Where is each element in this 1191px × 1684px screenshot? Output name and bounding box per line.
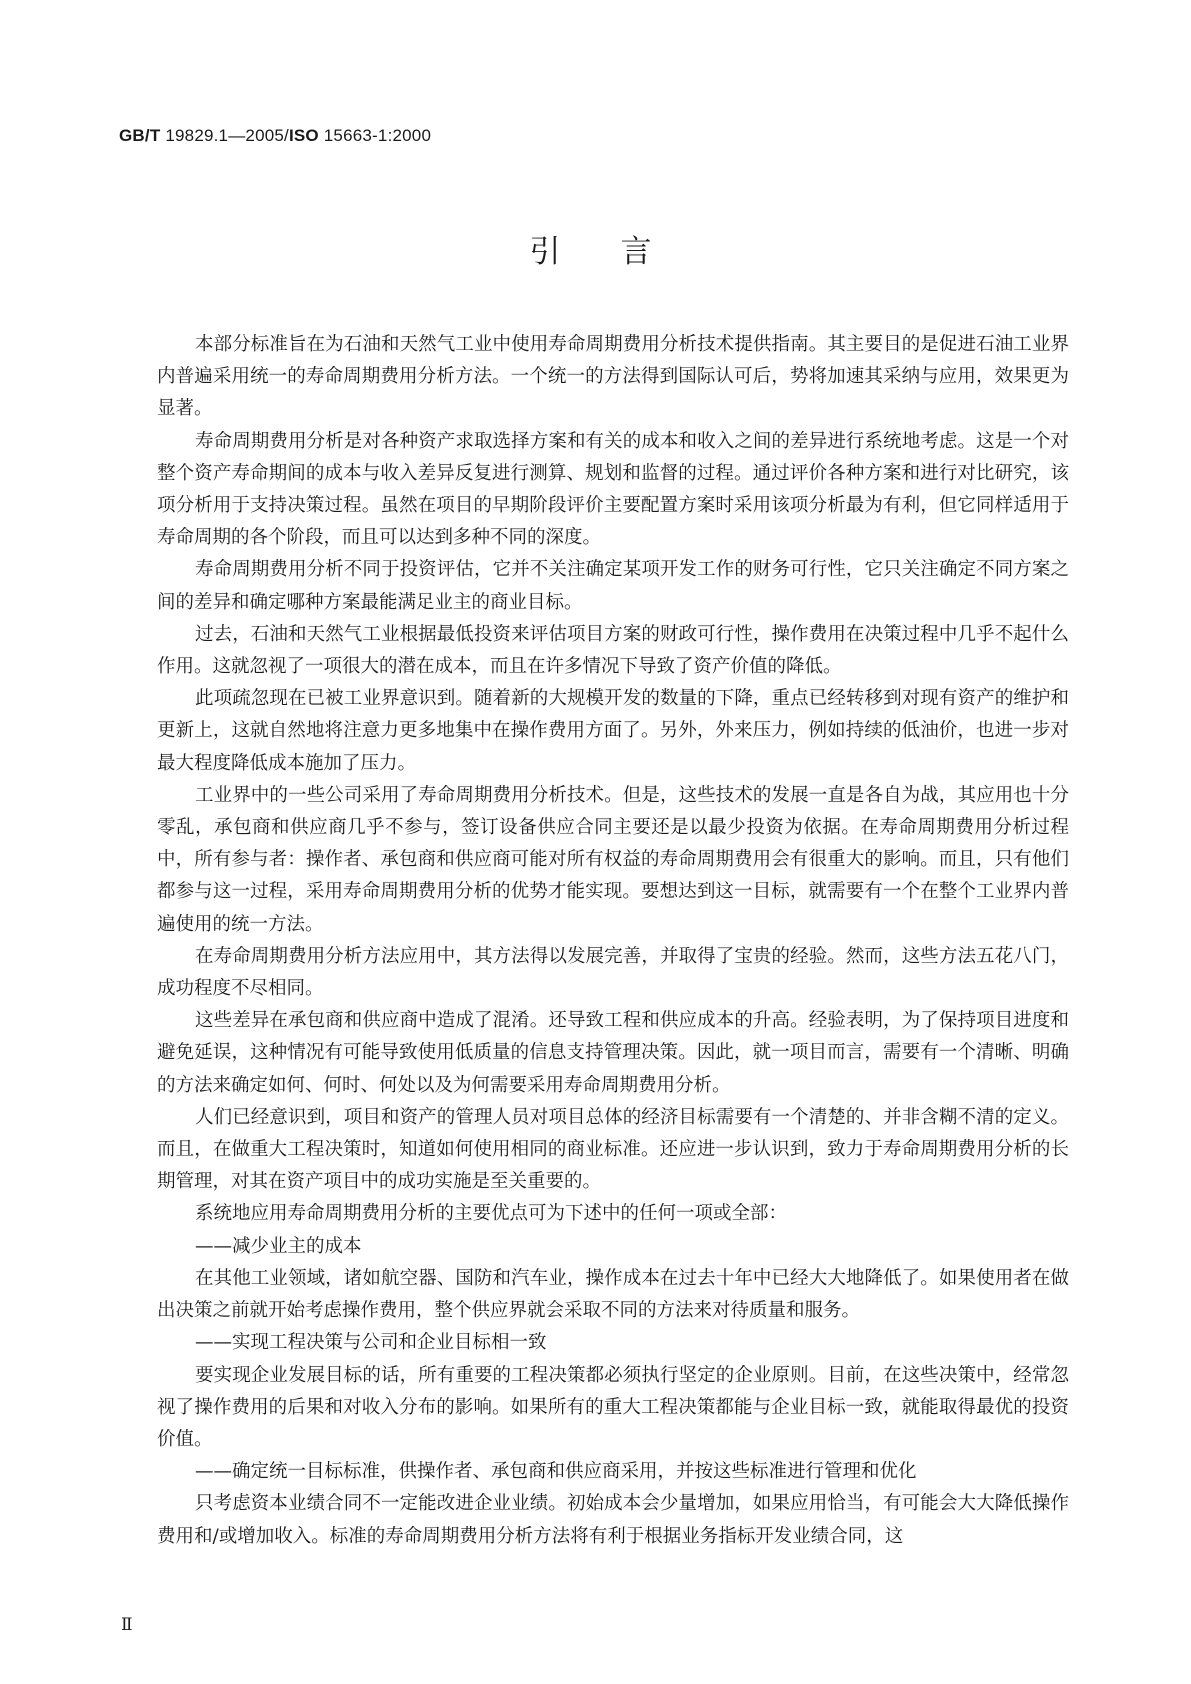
paragraph: 只考虑资本业绩合同不一定能改进企业业绩。初始成本会少量增加，如果应用恰当，有可能会大大降低操作费用和/或增加收入。标准的寿命周期费用分析方法将有利于根据业务指标开发业绩合同，这 (157, 1493, 1069, 1547)
paragraph: 在寿命周期费用分析方法应用中，其方法得以发展完善，并取得了宝贵的经验。然而，这些方法五花八门，成功程度不尽相同。 (157, 945, 1069, 1000)
paragraph: 本部分标准旨在为石油和天然气工业中使用寿命周期费用分析技术提供指南。其主要目的是促进石油工业界内普遍采用统一的寿命周期费用分析方法。一个统一的方法得到国际认可后，势将加速其采纳与应用，效果更为显著。 (157, 334, 1069, 420)
page-title: 引言 (529, 234, 712, 270)
list-item: ——确定统一目标标准，供操作者、承包商和供应商采用，并按这些标准进行管理和优化 (195, 1461, 917, 1483)
gb-number: 19829.1—2005/ (165, 126, 289, 145)
paragraph: 这些差异在承包商和供应商中造成了混淆。还导致工程和供应成本的升高。经验表明，为了保持项目进度和避免延误，这种情况有可能导致使用低质量的信息支持管理决策。因此，就一项目而言，需要有一个清晰、明确的方法来确定如何、何时、何处以及为何需要采用寿命周期费用分析。 (157, 1010, 1069, 1096)
iso-label: ISO (288, 126, 319, 145)
list-item: ——减少业主的成本 (195, 1235, 362, 1257)
paragraph: 过去，石油和天然气工业根据最低投资来评估项目方案的财政可行性，操作费用在决策过程中几乎不起什么作用。这就忽视了一项很大的潜在成本，而且在许多情况下导致了资产价值的降低。 (157, 623, 1069, 678)
paragraph: 在其他工业领域，诸如航空器、国防和汽车业，操作成本在过去十年中已经大大地降低了。如果使用者在做出决策之前就开始考虑操作费用，整个供应界就会采取不同的方法来对待质量和服务。 (157, 1267, 1069, 1322)
paragraph: 要实现企业发展目标的话，所有重要的工程决策都必须执行坚定的企业原则。目前，在这些决策中，经常忽视了操作费用的后果和对收入分布的影响。如果所有的重大工程决策都能与企业目标一致，就能取得最优的投资价值。 (157, 1364, 1069, 1450)
paragraph: 人们已经意识到，项目和资产的管理人员对项目总体的经济目标需要有一个清楚的、并非含糊不清的定义。而且，在做重大工程决策时，知道如何使用相同的商业标准。还应进一步认识到，致力于寿命周期费用分析的长期管理，对其在资产项目中的成功实施是至关重要的。 (157, 1106, 1069, 1193)
iso-number: 15663-1:2000 (323, 126, 432, 145)
paragraph: 寿命周期费用分析不同于投资评估，它并不关注确定某项开发工作的财务可行性，它只关注确定不同方案之间的差异和确定哪种方案最能满足业主的商业目标。 (157, 559, 1069, 613)
page-number: Ⅱ (121, 1615, 133, 1635)
paragraph: 系统地应用寿命周期费用分析的主要优点可为下述中的任何一项或全部： (195, 1203, 788, 1225)
paragraph: 寿命周期费用分析是对各种资产求取选择方案和有关的成本和收入之间的差异进行系统地考虑。这是一个对整个资产寿命期间的成本与收入差异反复进行测算、规划和监督的过程。通过评价各种方案和进行对比研究，该项分析用于支持决策过程。虽然在项目的早期阶段评价主要配置方案时采用该项分析最为有利，但它同样适用于寿命周期的各个阶段，而且可以达到多种不同的深度。 (157, 430, 1069, 549)
paragraph: 工业界中的一些公司采用了寿命周期费用分析技术。但是，这些技术的发展一直是各自为战，其应用也十分零乱，承包商和供应商几乎不参与，签订设备供应合同主要还是以最少投资为依据。在寿命周期费用分析过程中，所有参与者：操作者、承包商和供应商可能对所有权益的寿命周期费用会有很重大的影响。而且，只有他们都参与这一过程，采用寿命周期费用分析的优势才能实现。要想达到这一目标，就需要有一个在整个工业界内普遍使用的统一方法。 (157, 784, 1069, 935)
paragraph: 此项疏忽现在已被工业界意识到。随着新的大规模开发的数量的下降，重点已经转移到对现有资产的维护和更新上，这就自然地将注意力更多地集中在操作费用方面了。另外，外来压力，例如持续的低油价，也进一步对最大程度降低成本施加了压力。 (157, 688, 1069, 774)
gb-label: GB/T (119, 126, 161, 145)
document-body (157, 329, 1069, 1553)
standard-code-header (119, 126, 431, 146)
list-item: ——实现工程决策与公司和企业目标相一致 (195, 1332, 547, 1354)
